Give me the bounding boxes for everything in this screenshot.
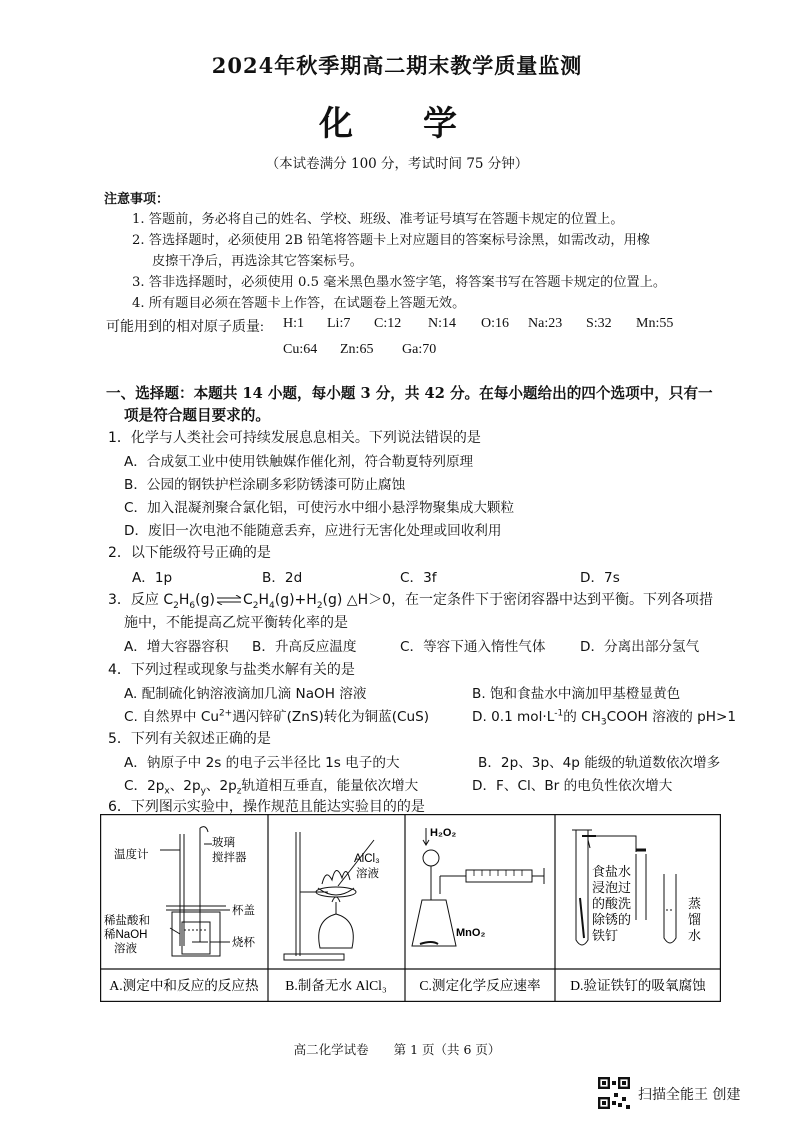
label-saltwater: 除锈的 xyxy=(592,912,632,927)
q5c-text: 、2p xyxy=(205,778,237,794)
question-2-option-a: A．1p xyxy=(132,570,173,586)
caption-b: B.制备无水 AlCl₃ xyxy=(285,978,387,993)
atomic-mass-label: 可能用到的相对原子质量: xyxy=(106,320,264,335)
q4d-text: D. 0.1 mol·L xyxy=(472,709,555,725)
question-4-option-a: A. 配制硫化钠溶液滴加几滴 NaOH 溶液 xyxy=(124,686,367,702)
q3-text: (g) xyxy=(195,592,215,608)
q3-text: (g)+H xyxy=(274,592,317,608)
question-1-option-b: B．公园的钢铁护栏涂刷多彩防锈漆可防止腐蚀 xyxy=(124,477,406,493)
atomic-mass: H:1 xyxy=(283,316,304,331)
question-4-option-b: B. 饱和食盐水中滴加甲基橙显黄色 xyxy=(472,686,681,702)
q4c-text: 遇闪锌矿(ZnS)转化为铜蓝(CuS) xyxy=(232,709,430,725)
q3-text: H xyxy=(178,592,190,608)
question-1-option-c: C．加入混凝剂聚合氯化铝，可使污水中细小悬浮物聚集成大颗粒 xyxy=(124,500,515,516)
label-thermometer: 温度计 xyxy=(114,849,149,861)
caption-c: C.测定化学反应速率 xyxy=(419,978,541,993)
notice-item: 2. 答选择题时，必须使用 2B 铅笔将答题卡上对应题目的答案标号涂黑，如需改动，用橡 xyxy=(132,233,650,248)
question-3-option-b: B．升高反应温度 xyxy=(252,639,357,655)
atomic-mass: Ga:70 xyxy=(402,342,437,357)
notice-heading: 注意事项： xyxy=(104,192,170,207)
q4d-text: 的 CH xyxy=(563,709,601,725)
question-2-option-b: B．2d xyxy=(262,570,303,586)
label-water: 水 xyxy=(688,928,702,943)
notice-item: 皮擦干净后，再选涂其它答案标号。 xyxy=(152,254,363,269)
question-2-option-d: D．7s xyxy=(580,570,620,586)
question-3-option-c: C．等容下通入惰性气体 xyxy=(400,639,546,655)
question-5-option-d: D．F、Cl、Br 的电负性依次增大 xyxy=(472,778,673,794)
label-saltwater: 浸泡过 xyxy=(592,880,632,895)
q5c-text: 轨道相互垂直，能量依次增大 xyxy=(241,778,419,794)
exam-title: 2024年秋季期高二期末教学质量监测 xyxy=(211,53,583,78)
atomic-mass: Zn:65 xyxy=(340,342,374,357)
page-footer: 高二化学试卷 第 1 页（共 6 页） xyxy=(293,1042,501,1057)
caption-a: A.测定中和反应的反应热 xyxy=(109,978,259,993)
q4c-text: C. 自然界中 Cu xyxy=(124,709,219,725)
q3-text: (g) △H＞0，在一定条件下于密闭容器中达到平衡。下列各项措 xyxy=(322,592,714,608)
label-solution: 稀NaOH xyxy=(104,929,148,941)
label-beaker: 烧杯 xyxy=(232,937,255,949)
question-1-option-d: D．废旧一次电池不能随意丢弃，应进行无害化处理或回收利用 xyxy=(124,523,502,539)
label-saltwater: 的酸洗 xyxy=(592,896,632,911)
question-5-option-a: A．钠原子中 2s 的电子云半径比 1s 电子的大 xyxy=(124,755,400,771)
atomic-mass: Mn:55 xyxy=(636,316,674,331)
question-4-option-d: D. 0.1 $mol\cdot L^{-1}$的 $CH_3COOH$ 溶液的 pH>1 xyxy=(472,708,737,728)
atomic-mass: N:14 xyxy=(428,316,456,331)
label-stirrer: 搅拌器 xyxy=(212,852,247,864)
label-stirrer: 玻璃 xyxy=(212,837,235,849)
question-5-option-b: B．2p、3p、4p 能级的轨道数依次增多 xyxy=(478,755,721,771)
question-5-option-c: C．$2p_x$、$2p_y$、$2p_z$轨道相互垂直，能量依次增大 xyxy=(124,778,419,797)
atomic-mass: C:12 xyxy=(374,316,402,331)
question-2-stem: 2．以下能级符号正确的是 xyxy=(108,545,271,561)
label-solution: 溶液 xyxy=(114,943,137,955)
question-3-option-a: A．增大容器容积 xyxy=(124,639,229,655)
q4d-text: COOH 溶液的 pH>1 xyxy=(606,709,737,725)
q3-text: 3．反应 C xyxy=(108,592,174,608)
q3-text: C xyxy=(242,592,253,608)
question-1-stem: 1．化学与人类社会可持续发展息息相关。下列说法错误的是 xyxy=(108,430,481,446)
notice-item: 3. 答非选择题时，必须使用 0.5 毫米黑色墨水签字笔，将答案书写在答题卡规定的位置上。 xyxy=(132,275,667,290)
exam-info: （本试卷满分 100 分，考试时间 75 分钟） xyxy=(265,156,529,172)
label-lid: 杯盖 xyxy=(232,905,255,917)
evaporation-diagram xyxy=(284,832,374,960)
label-solution: 溶液 xyxy=(356,868,379,880)
q5c-text: 、2p xyxy=(169,778,201,794)
caption-d: D.验证铁钉的吸氧腐蚀 xyxy=(570,978,706,993)
question-3-stem-cont: 施中，不能提高乙烷平衡转化率的是 xyxy=(124,615,348,631)
question-4-option-c: C. 自然界中 $Cu^{2+}$遇闪锌矿(ZnS)转化为铜蓝(CuS) xyxy=(124,708,430,725)
atomic-mass: Na:23 xyxy=(528,316,563,331)
question-3-option-d: D．分离出部分氢气 xyxy=(580,639,700,655)
q3-text: H xyxy=(258,592,269,608)
label-h2o2: H₂O₂ xyxy=(430,827,457,839)
label-water: 馏 xyxy=(688,912,702,927)
qr-code-icon xyxy=(598,1077,630,1109)
scanner-watermark: 扫描全能王 创建 xyxy=(638,1087,741,1103)
section-heading: 项是符合题目要求的。 xyxy=(124,407,270,424)
question-4-stem: 4．下列过程或现象与盐类水解有关的是 xyxy=(108,662,355,678)
question-6-stem: 6．下列图示实验中，操作规范且能达实验目的的是 xyxy=(108,799,425,815)
experiment-figure xyxy=(100,814,721,1002)
label-solution: 稀盐酸和 xyxy=(104,915,150,927)
q5c-text: C．2p xyxy=(124,778,165,794)
subject-title: 化 学 xyxy=(319,104,475,144)
notice-item: 1. 答题前，务必将自己的姓名、学校、班级、准考证号填写在答题卡规定的位置上。 xyxy=(132,212,624,227)
label-saltwater: 铁钉 xyxy=(592,928,619,943)
question-5-stem: 5．下列有关叙述正确的是 xyxy=(108,731,271,747)
label-water: 蒸 xyxy=(688,896,702,911)
label-saltwater: 食盐水 xyxy=(592,864,632,879)
atomic-mass: Cu:64 xyxy=(283,342,318,357)
atomic-mass: Li:7 xyxy=(327,316,351,331)
question-2-option-c: C．3f xyxy=(400,570,437,586)
label-mno2: MnO₂ xyxy=(456,927,486,939)
question-1-option-a: A．合成氨工业中使用铁触媒作催化剂，符合勒夏特列原理 xyxy=(124,454,474,470)
label-alcl3: AlCl₃ xyxy=(354,853,380,865)
atomic-mass: O:16 xyxy=(481,316,509,331)
section-heading: 一、选择题：本题共 14 小题，每小题 3 分，共 42 分。在每小题给出的四个选项中，只有一 xyxy=(106,385,713,402)
equilibrium-arrow-icon xyxy=(216,595,242,605)
atomic-mass: S:32 xyxy=(586,316,612,331)
question-3-stem: 3．反应 $C_2H_6(g)$ $C_2H_4(g)+H_2(g)$ △H＞0，在一定条件下于密闭容器中达到平衡。下列各项措 xyxy=(108,592,714,611)
notice-item: 4. 所有题目必须在答题卡上作答，在试题卷上答题无效。 xyxy=(132,296,466,311)
